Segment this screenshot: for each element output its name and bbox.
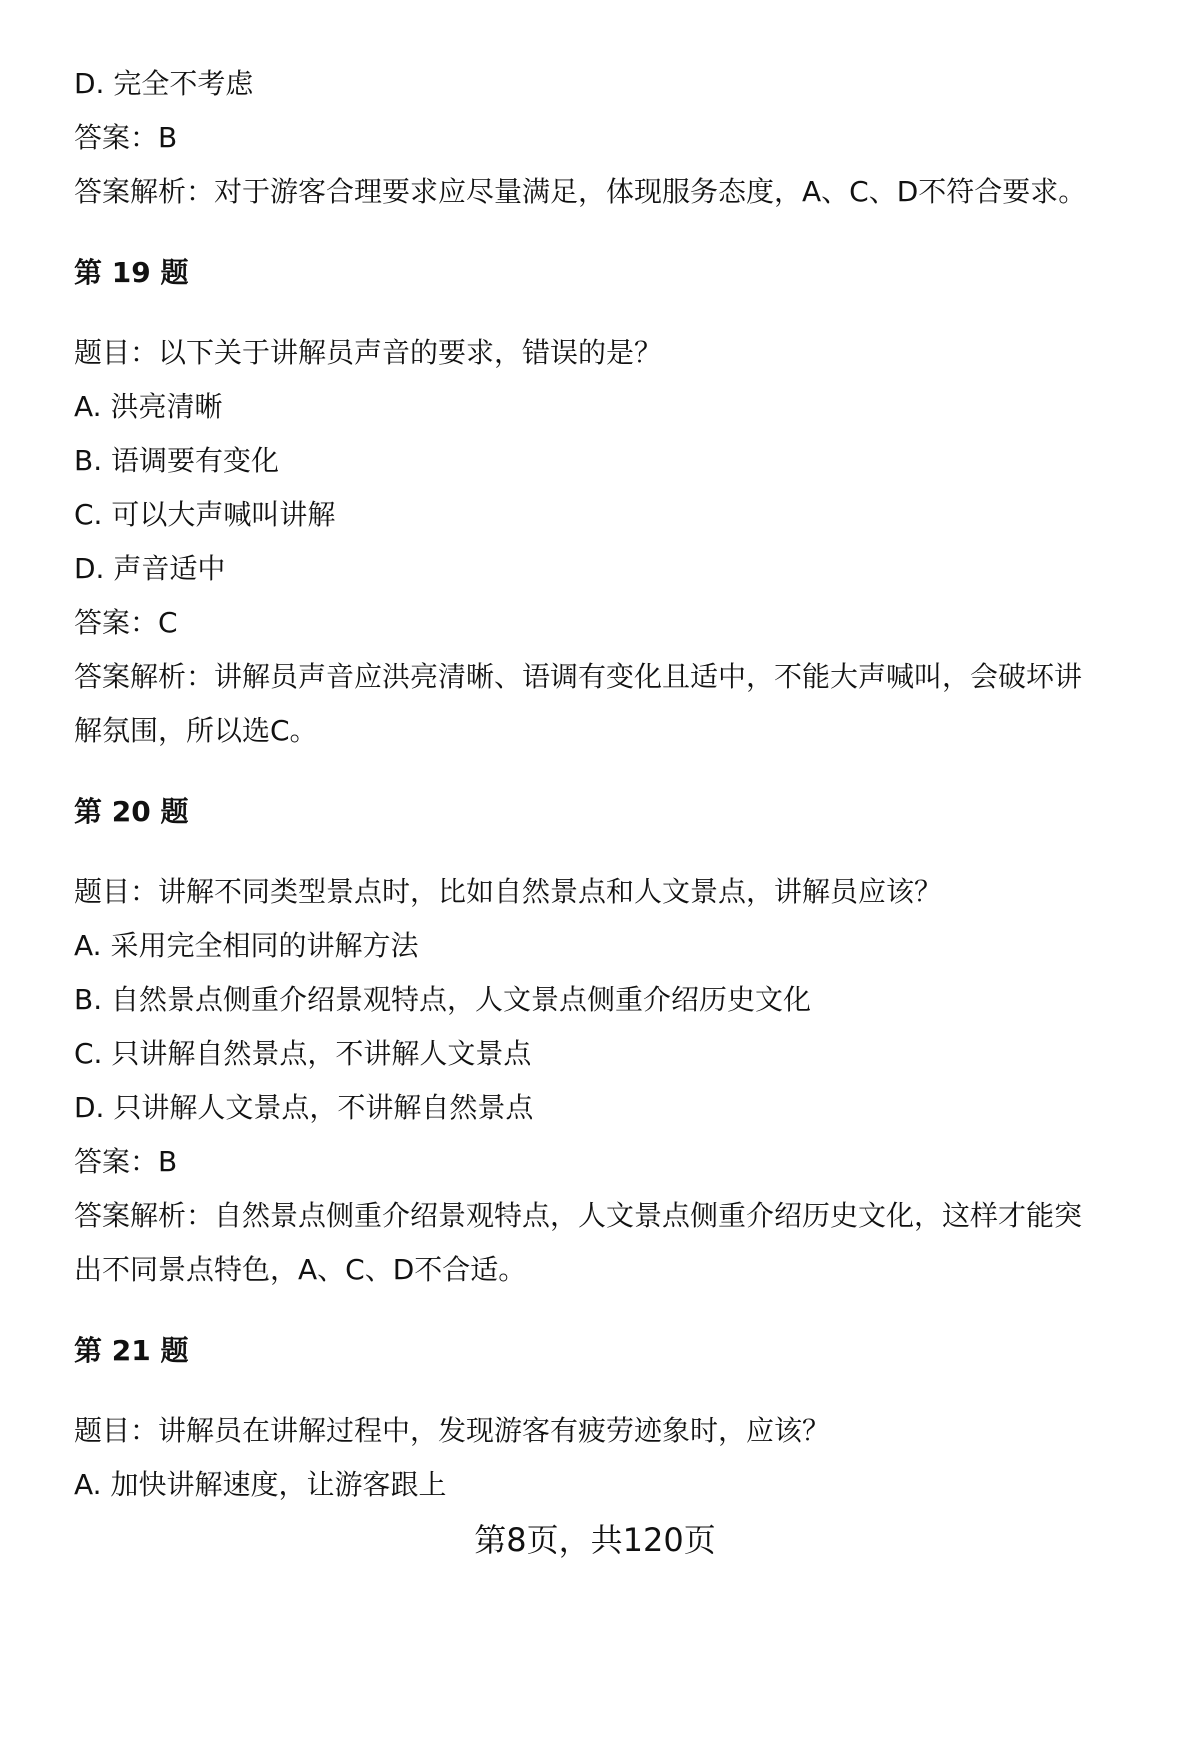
q21-heading: 第 21 题 — [74, 1334, 189, 1367]
q20-option-b: B. 自然景点侧重介绍景观特点，人文景点侧重介绍历史文化 — [74, 983, 812, 1016]
prev-explanation: 答案解析：对于游客合理要求应尽量满足，体现服务态度，A、C、D不符合要求。 — [74, 175, 1087, 208]
q19-explanation-line1: 答案解析：讲解员声音应洪亮清晰、语调有变化且适中，不能大声喊叫，会破坏讲 — [74, 660, 1083, 693]
q19-heading: 第 19 题 — [74, 256, 189, 289]
page-indicator: 第8页，共120页 — [474, 1521, 716, 1559]
q20-answer: 答案：B — [74, 1145, 178, 1178]
q20-explanation-line1: 答案解析：自然景点侧重介绍景观特点，人文景点侧重介绍历史文化，这样才能突 — [74, 1199, 1083, 1232]
prev-option-d: D. 完全不考虑 — [74, 67, 254, 100]
q20-option-d: D. 只讲解人文景点，不讲解自然景点 — [74, 1091, 534, 1124]
q20-option-c: C. 只讲解自然景点，不讲解人文景点 — [74, 1037, 532, 1070]
q20-explanation-line2: 出不同景点特色，A、C、D不合适。 — [74, 1253, 527, 1286]
q21-question: 题目：讲解员在讲解过程中，发现游客有疲劳迹象时，应该？ — [74, 1414, 831, 1447]
prev-answer: 答案：B — [74, 121, 178, 154]
q19-answer: 答案：C — [74, 606, 178, 639]
q20-option-a: A. 采用完全相同的讲解方法 — [74, 929, 419, 962]
q19-option-d: D. 声音适中 — [74, 552, 226, 585]
q19-question: 题目：以下关于讲解员声音的要求，错误的是？ — [74, 336, 663, 369]
q21-option-a: A. 加快讲解速度，让游客跟上 — [74, 1468, 447, 1501]
q20-question: 题目：讲解不同类型景点时，比如自然景点和人文景点，讲解员应该？ — [74, 875, 943, 908]
q20-heading: 第 20 题 — [74, 795, 189, 828]
q19-option-c: C. 可以大声喊叫讲解 — [74, 498, 336, 531]
q19-option-a: A. 洪亮清晰 — [74, 390, 223, 423]
q19-option-b: B. 语调要有变化 — [74, 444, 280, 477]
q19-explanation-line2: 解氛围，所以选C。 — [74, 714, 318, 747]
